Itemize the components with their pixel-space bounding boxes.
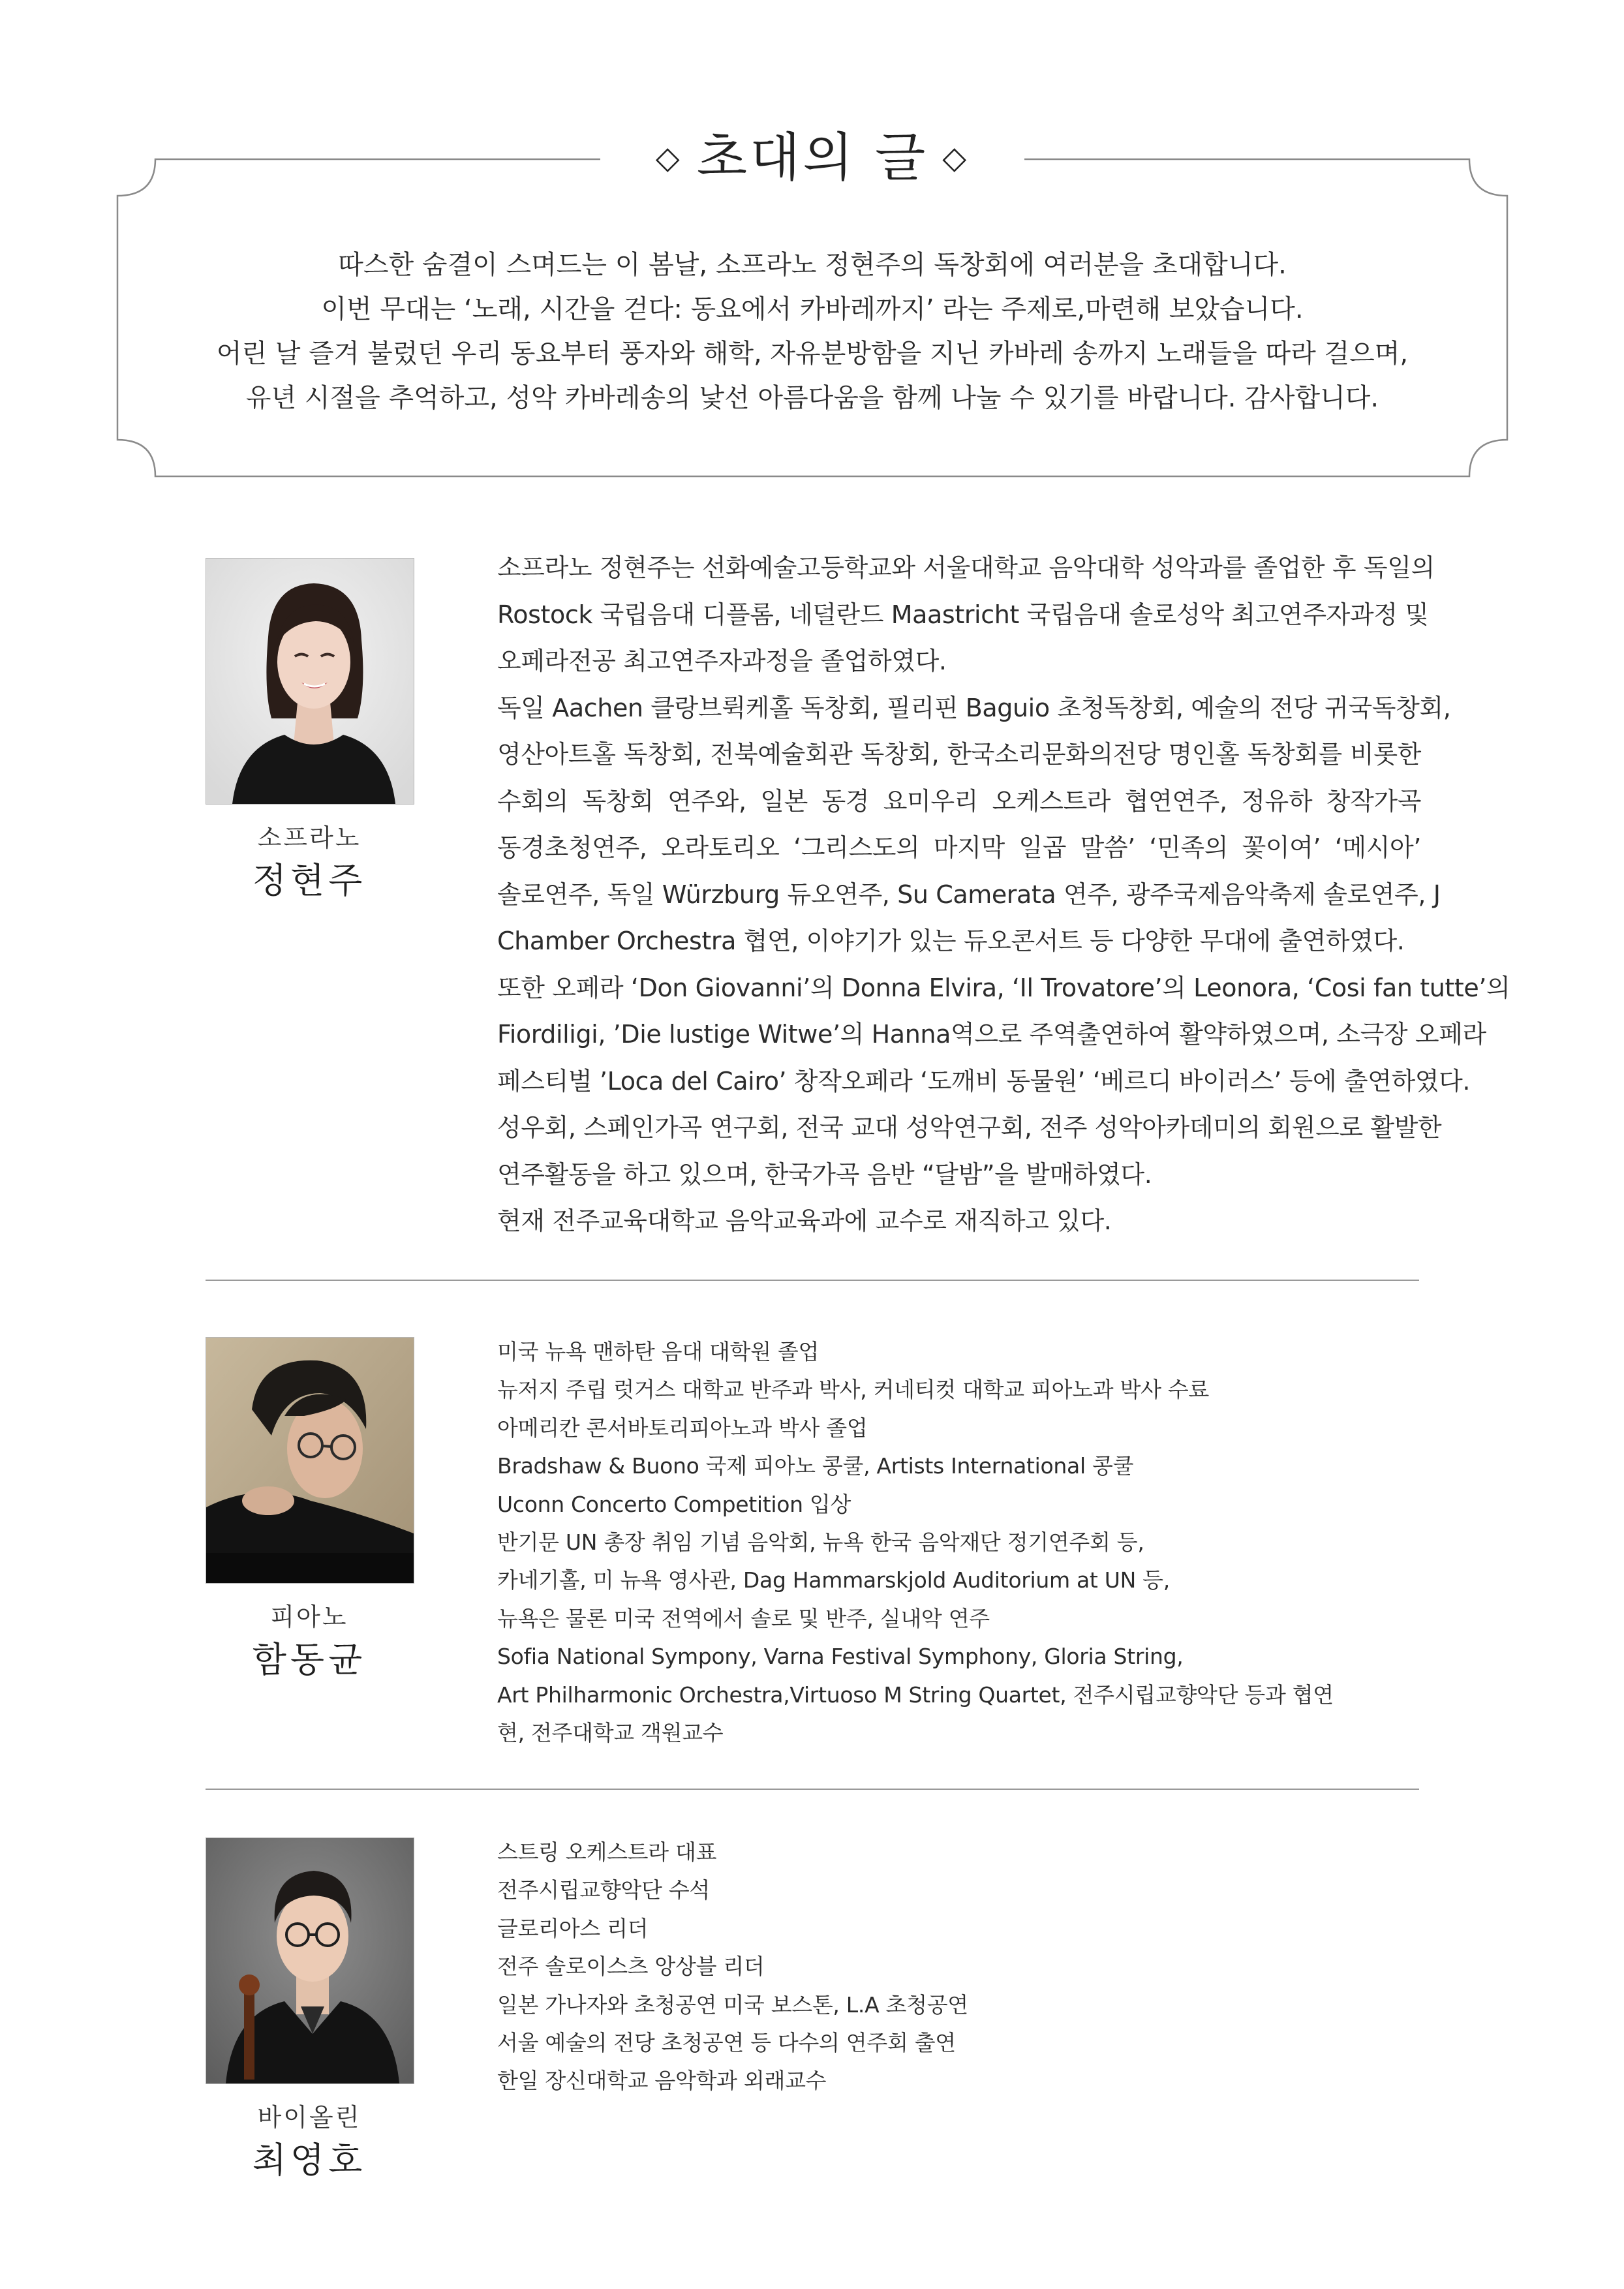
- bio-line: 한일 장신대학교 음악학과 외래교수: [497, 2068, 827, 2094]
- invitation-line: 이번 무대는 ‘노래, 시간을 걷다: 동요에서 카바레까지’ 라는 주제로,마련해 보았습니다.: [321, 294, 1304, 324]
- bio-line: 연주활동을 하고 있으며, 한국가곡 음반 “달밤”을 발매하였다.: [497, 1160, 1152, 1189]
- bio-line: 아메리칸 콘서바토리피아노과 박사 졸업: [497, 1415, 868, 1441]
- bio-line: 전주 솔로이스츠 앙상블 리더: [497, 1954, 765, 1980]
- invitation-body: [142, 243, 1482, 420]
- bio-line: 솔로연주, 독일 Würzburg 듀오연주, Su Camerata 연주, 광주국제음악축제 솔로연주, J: [497, 880, 1441, 909]
- bio-line: 현, 전주대학교 객원교수: [497, 1720, 724, 1746]
- bio-line: 페스티벌 ’Loca del Cairo’ 창작오페라 ‘도깨비 동물원’ ‘베르디 바이러스’ 등에 출연하였다.: [497, 1066, 1471, 1096]
- diamond-right-icon: ◇: [942, 140, 970, 176]
- performer-role: 피아노: [270, 1603, 348, 1631]
- bio-line: 일본 가나자와 초청공연 미국 보스톤, L.A 초청공연: [497, 1991, 968, 2018]
- bio-line: 현재 전주교육대학교 음악교육과에 교수로 재직하고 있다.: [497, 1206, 1112, 1235]
- bio-line: 뉴욕은 물론 미국 전역에서 솔로 및 반주, 실내악 연주: [497, 1605, 990, 1631]
- performer-violin: [206, 1837, 1419, 2203]
- bio-line: Art Philharmonic Orchestra,Virtuoso M String Quartet, 전주시립교향악단 등과 협연: [497, 1682, 1334, 1708]
- bio-line: 오페라전공 최고연주자과정을 졸업하였다.: [497, 647, 947, 675]
- bio-line: 수회의 독창회 연주와, 일본 동경 요미우리 오케스트라 협연연주, 정유하 창작가곡: [497, 786, 1421, 816]
- performer-soprano: [206, 553, 1510, 1250]
- violinist-portrait-image: [206, 1838, 414, 2083]
- invitation-line: 유년 시절을 추억하고, 성악 카바레송의 낯선 아름다움을 함께 나눌 수 있기를 바랍니다. 감사합니다.: [245, 383, 1379, 413]
- performer-bio: [497, 1834, 1421, 2100]
- bio-line: 전주시립교향악단 수석: [497, 1877, 710, 1903]
- performer-bio: [497, 1333, 1421, 1752]
- performer-name: 정현주: [252, 860, 367, 901]
- bio-line: Chamber Orchestra 협연, 이야기가 있는 듀오콘서트 등 다양한 무대에 출연하였다.: [497, 927, 1405, 955]
- performer-piano: [206, 1337, 1419, 1807]
- invitation-line: 따스한 숨결이 스며드는 이 봄날, 소프라노 정현주의 독창회에 여러분을 초대합니다.: [338, 250, 1287, 280]
- bio-line: 서울 예술의 전당 초청공연 등 다수의 연주회 출연: [497, 2030, 956, 2056]
- bio-line: 소프라노 정현주는 선화예술고등학교와 서울대학교 음악대학 성악과를 졸업한 후 독일의: [497, 553, 1435, 582]
- bio-line: Bradshaw & Buono 국제 피아노 콩쿨, Artists International 콩쿨: [497, 1453, 1134, 1479]
- bio-line: 스트링 오케스트라 대표: [497, 1839, 717, 1865]
- diamond-left-icon: ◇: [655, 140, 682, 176]
- violin-photo: [206, 1837, 414, 2084]
- invitation-title: [116, 125, 1509, 191]
- performer-name: 최영호: [252, 2140, 367, 2181]
- bio-line: 독일 Aachen 클랑브뤽케홀 독창회, 필리핀 Baguio 초청독창회, 예술의 전당 귀국독창회,: [497, 693, 1451, 722]
- bio-line: 영산아트홀 독창회, 전북예술회관 독창회, 한국소리문화의전당 명인홀 독창회를 비롯한: [497, 740, 1421, 769]
- bio-line: 카네기홀, 미 뉴욕 영사관, Dag Hammarskjold Auditorium at UN 등,: [497, 1567, 1170, 1593]
- soprano-photo: [206, 558, 414, 805]
- bio-line: 동경초청연주, 오라토리오 ‘그리스도의 마지막 일곱 말씀’ ‘민족의 꽃이여’ ‘메시아’: [497, 833, 1421, 862]
- pianist-portrait-image: [206, 1338, 414, 1583]
- performer-bio: [497, 545, 1510, 1245]
- performer-role: 소프라노: [257, 823, 361, 852]
- bio-line: 뉴저지 주립 럿거스 대학교 반주과 박사, 커네티컷 대학교 피아노과 박사 수료: [497, 1377, 1210, 1403]
- section-divider: [206, 1280, 1419, 1281]
- bio-line: 반기문 UN 총장 취임 기념 음악회, 뉴욕 한국 음악재단 정기연주회 등,: [497, 1529, 1144, 1556]
- invitation-section: [116, 127, 1509, 478]
- performer-name: 함동균: [252, 1639, 367, 1680]
- piano-photo: [206, 1337, 414, 1584]
- bio-line: Sofia National Sympony, Varna Festival Symphony, Gloria String,: [497, 1644, 1184, 1670]
- bio-line: 성우회, 스페인가곡 연구회, 전국 교대 성악연구회, 전주 성악아카데미의 회원으로 활발한: [497, 1113, 1442, 1142]
- invitation-title-text: 초대의 글: [696, 127, 928, 188]
- bio-line: Fiordiligi, ’Die lustige Witwe’의 Hanna역으로 주역출연하여 활약하였으며, 소극장 오페라: [497, 1020, 1486, 1049]
- section-divider: [206, 1789, 1419, 1790]
- performer-role: 바이올린: [257, 2103, 361, 2132]
- soprano-portrait-image: [206, 559, 414, 804]
- bio-line: Uconn Concerto Competition 입상: [497, 1491, 851, 1517]
- bio-line: 또한 오페라 ‘Don Giovanni’의 Donna Elvira, ‘Il Trovatore’의 Leonora, ‘Cosi fan tutte’의: [497, 973, 1510, 1002]
- bio-line: 미국 뉴욕 맨하탄 음대 대학원 졸업: [497, 1339, 820, 1364]
- bio-line: Rostock 국립음대 디플롬, 네덜란드 Maastricht 국립음대 솔로성악 최고연주자과정 및: [497, 600, 1429, 629]
- bio-line: 글로리아스 리더: [497, 1915, 649, 1941]
- invitation-line: 어린 날 즐겨 불렀던 우리 동요부터 풍자와 해학, 자유분방함을 지닌 카바레 송까지 노래들을 따라 걸으며,: [216, 339, 1409, 369]
